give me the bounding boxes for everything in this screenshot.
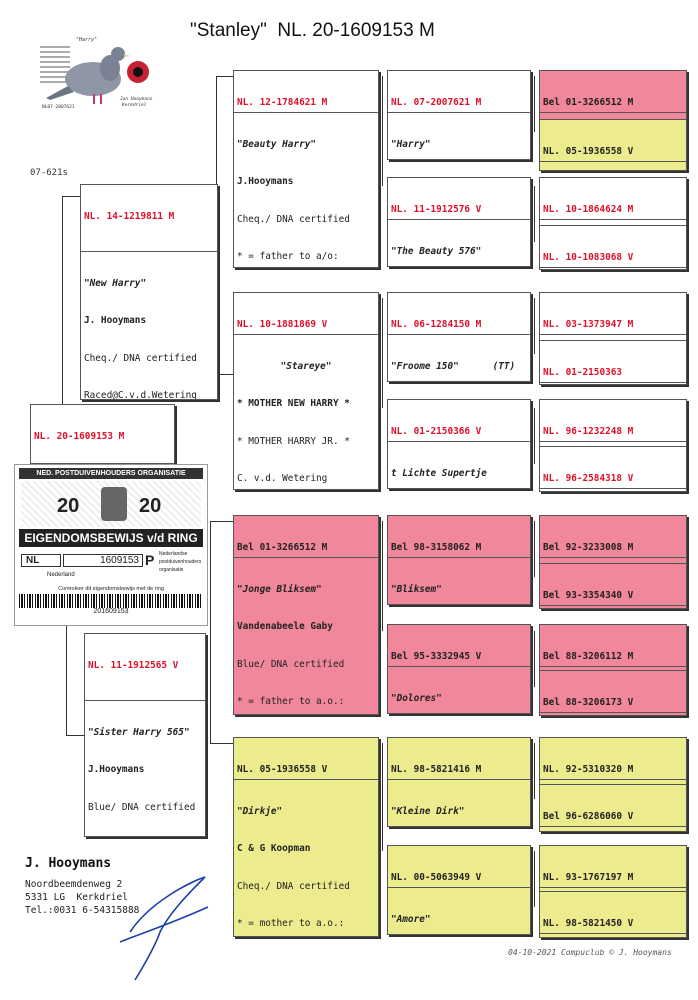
gen3-name: "Dolores" <box>391 692 442 704</box>
mother-card <box>84 633 206 837</box>
connector <box>534 521 535 577</box>
connector <box>216 76 234 77</box>
gen2-card <box>233 292 379 490</box>
connector <box>534 408 535 464</box>
gen4-card <box>539 119 687 171</box>
breeder-name: J. Hooymans <box>25 856 112 871</box>
connector <box>210 521 211 743</box>
gen4-card <box>539 624 687 671</box>
gen3-name: "The Beauty 576" <box>391 245 482 257</box>
gen4-ring: NL. 05-1936558 V <box>543 146 634 157</box>
connector <box>534 76 535 132</box>
gen2-name: "Jonge Bliksem" <box>237 583 322 595</box>
footer-credit: 04-10-2021 Compuclub © J. Hooymans <box>508 948 672 957</box>
cert-country-code: NL <box>21 554 61 567</box>
gen4-ring: Bel 93-3354340 V <box>543 590 634 601</box>
gen4-ring: NL. 03-1373947 M <box>543 319 634 330</box>
gen3-ring: NL. 98-5821416 M <box>391 764 482 775</box>
gen2-ring: NL. 12-1784621 M <box>237 97 328 108</box>
gen4-card <box>539 446 687 492</box>
gen3-name: "Froome 150" (TT) <box>391 360 516 372</box>
crest-icon <box>101 487 127 521</box>
cert-ring-number: 1609153 <box>63 554 143 567</box>
page-title: "Stanley" NL. 20-1609153 M <box>190 20 435 41</box>
gen3-ring: NL. 07-2007621 M <box>391 97 482 108</box>
svg-text:Jan Hooymans: Jan Hooymans <box>120 97 153 102</box>
connector <box>62 196 80 197</box>
connector <box>210 521 234 522</box>
gen4-ring: Bel 96-6286060 V <box>543 811 634 822</box>
ring-certificate <box>14 464 208 626</box>
photo-pigeon-name: "Harry" <box>76 37 98 43</box>
subject-card <box>30 404 175 464</box>
gen4-ring: Bel 92-3233008 M <box>543 542 634 553</box>
gen4-ring: NL. 01-2150363 <box>543 367 623 378</box>
father-owner: J. Hooymans <box>84 315 147 326</box>
gen2-ring: Bel 01-3266512 M <box>237 542 328 553</box>
gen2-name: "Stareye" <box>280 360 332 372</box>
gen3-ring: NL. 00-5063949 V <box>391 872 482 883</box>
cert-year-right: 20 <box>139 495 162 517</box>
connector <box>382 76 383 186</box>
connector <box>534 851 535 907</box>
gen3-card <box>387 70 531 160</box>
gen4-card <box>539 177 687 226</box>
gen3-name: "Bliksem" <box>391 583 442 595</box>
cert-note: Controleer dit eigendomsbewijs met de ring <box>58 586 164 592</box>
gen2-ring: NL. 10-1881869 V <box>237 319 328 330</box>
gen4-ring: NL. 10-1083068 V <box>543 252 634 263</box>
gen4-card <box>539 70 687 120</box>
gen2-ring: NL. 05-1936558 V <box>237 764 328 775</box>
gen4-ring: Bel 88-3206112 M <box>543 651 634 662</box>
gen3-ring: NL. 06-1284150 M <box>391 319 482 330</box>
mother-owner: J.Hooymans <box>88 764 145 775</box>
gen3-name: t Lichte Supertje <box>391 467 487 479</box>
gen4-card <box>539 891 687 938</box>
gen2-owner: C & G Koopman <box>237 843 311 854</box>
cert-side-text: organisatie <box>159 567 184 573</box>
cert-side-text: Nederlandse <box>159 551 188 557</box>
left-code: 07-621s <box>30 168 68 178</box>
gen2-owner: * MOTHER NEW HARRY * <box>237 398 350 409</box>
gen4-ring: NL. 96-1232248 M <box>543 426 634 437</box>
gen3-name: "Amore" <box>391 913 431 925</box>
connector <box>534 186 535 242</box>
connector <box>382 521 383 631</box>
gen4-card <box>539 784 687 832</box>
gen3-card <box>387 399 531 489</box>
cert-side-text: postduivenhouders <box>159 559 202 565</box>
connector <box>210 743 234 744</box>
gen2-card <box>233 737 379 937</box>
address-line: 5331 LG Kerkdriel <box>25 892 128 903</box>
father-line: Cheq./ DNA certified <box>84 352 197 364</box>
gen4-ring: NL. 96-2584318 V <box>543 473 634 484</box>
gen3-name: "Kleine Dirk" <box>391 805 465 817</box>
connector <box>382 298 383 408</box>
mother-ring: NL. 11-1912565 V <box>88 660 179 671</box>
cert-org: NED. POSTDUIVENHOUDERS ORGANISATIE <box>19 468 203 479</box>
gen4-card <box>539 399 687 447</box>
cert-country: Nederland <box>47 572 75 578</box>
gen4-card <box>539 292 687 341</box>
mother-line: Blue/ DNA certified <box>88 801 196 813</box>
connector <box>216 374 234 375</box>
gen2-line: * MOTHER HARRY JR. * <box>237 435 350 447</box>
gen3-card <box>387 845 531 935</box>
gen4-card <box>539 563 687 609</box>
gen3-ring: NL. 11-1912576 V <box>391 204 482 215</box>
gen2-owner: Vandenabeele Gaby <box>237 621 333 632</box>
gen4-ring: Bel 88-3206173 V <box>543 697 634 708</box>
gen2-line: Cheq./ DNA certified <box>237 213 350 225</box>
gen4-card <box>539 515 687 564</box>
gen4-card <box>539 670 687 716</box>
gen4-ring: NL. 93-1767197 M <box>543 872 634 883</box>
gen2-line: * = mother to a.o.: <box>237 918 345 929</box>
connector <box>66 625 67 735</box>
address-line: Tel.:0031 6-54315888 <box>25 905 140 916</box>
cert-title: EIGENDOMSBEWIJS v/d RING <box>19 529 203 547</box>
gen2-card <box>233 515 379 715</box>
father-name: "New Harry" <box>84 277 147 289</box>
gen4-card <box>539 845 687 892</box>
gen2-owner: J.Hooymans <box>237 176 294 187</box>
gen4-card <box>539 340 687 385</box>
gen3-card <box>387 624 531 714</box>
svg-text:NL07-2007621: NL07-2007621 <box>42 105 75 110</box>
father-card <box>80 184 218 400</box>
gen2-name: "Beauty Harry" <box>237 138 317 150</box>
gen3-ring: Bel 95-3332945 V <box>391 651 482 662</box>
gen4-ring: NL. 10-1864624 M <box>543 204 634 215</box>
gen2-line: * = father to a.o.: <box>237 696 345 707</box>
connector <box>534 631 535 687</box>
gen3-card <box>387 515 531 605</box>
pigeon-photo <box>38 34 156 116</box>
gen4-ring: NL. 98-5821450 V <box>543 918 634 929</box>
gen2-line: C. v.d. Wetering <box>237 473 328 484</box>
gen3-card <box>387 737 531 827</box>
svg-text:Kerkdriel: Kerkdriel <box>122 103 147 108</box>
gen3-card <box>387 177 531 267</box>
mother-name: "Sister Harry 565" <box>88 726 190 738</box>
gen2-line: Blue/ DNA certified <box>237 658 345 670</box>
subject-ring: NL. 20-1609153 M <box>34 431 125 442</box>
gen4-ring: NL. 92-5310320 M <box>543 764 634 775</box>
connector <box>66 735 86 736</box>
father-line: Raced@C.v.d.Wetering <box>84 390 197 400</box>
connector <box>534 743 535 799</box>
signature <box>110 862 220 982</box>
gen4-card <box>539 225 687 270</box>
cert-p: P <box>145 552 155 568</box>
gen3-ring: NL. 01-2150366 V <box>391 426 482 437</box>
gen2-name: "Dirkje" <box>237 805 283 817</box>
gen4-ring: Bel 01-3266512 M <box>543 97 634 108</box>
gen3-ring: Bel 98-3158062 M <box>391 542 482 553</box>
connector <box>534 298 535 354</box>
connector <box>382 743 383 851</box>
gen3-card <box>387 292 531 382</box>
father-ring: NL. 14-1219811 M <box>84 211 175 222</box>
cert-year-left: 20 <box>57 495 80 517</box>
gen2-line: * = father to a/o: <box>237 251 339 262</box>
gen2-line: Cheq./ DNA certified <box>237 880 350 892</box>
connector <box>62 196 63 410</box>
gen3-name: "Harry" <box>391 138 431 150</box>
address-line: Noordbeemdenweg 2 <box>25 879 123 890</box>
gen2-card <box>233 70 379 268</box>
barcode <box>19 594 203 608</box>
barcode-number: 201609153 <box>93 608 129 615</box>
gen4-card <box>539 737 687 785</box>
